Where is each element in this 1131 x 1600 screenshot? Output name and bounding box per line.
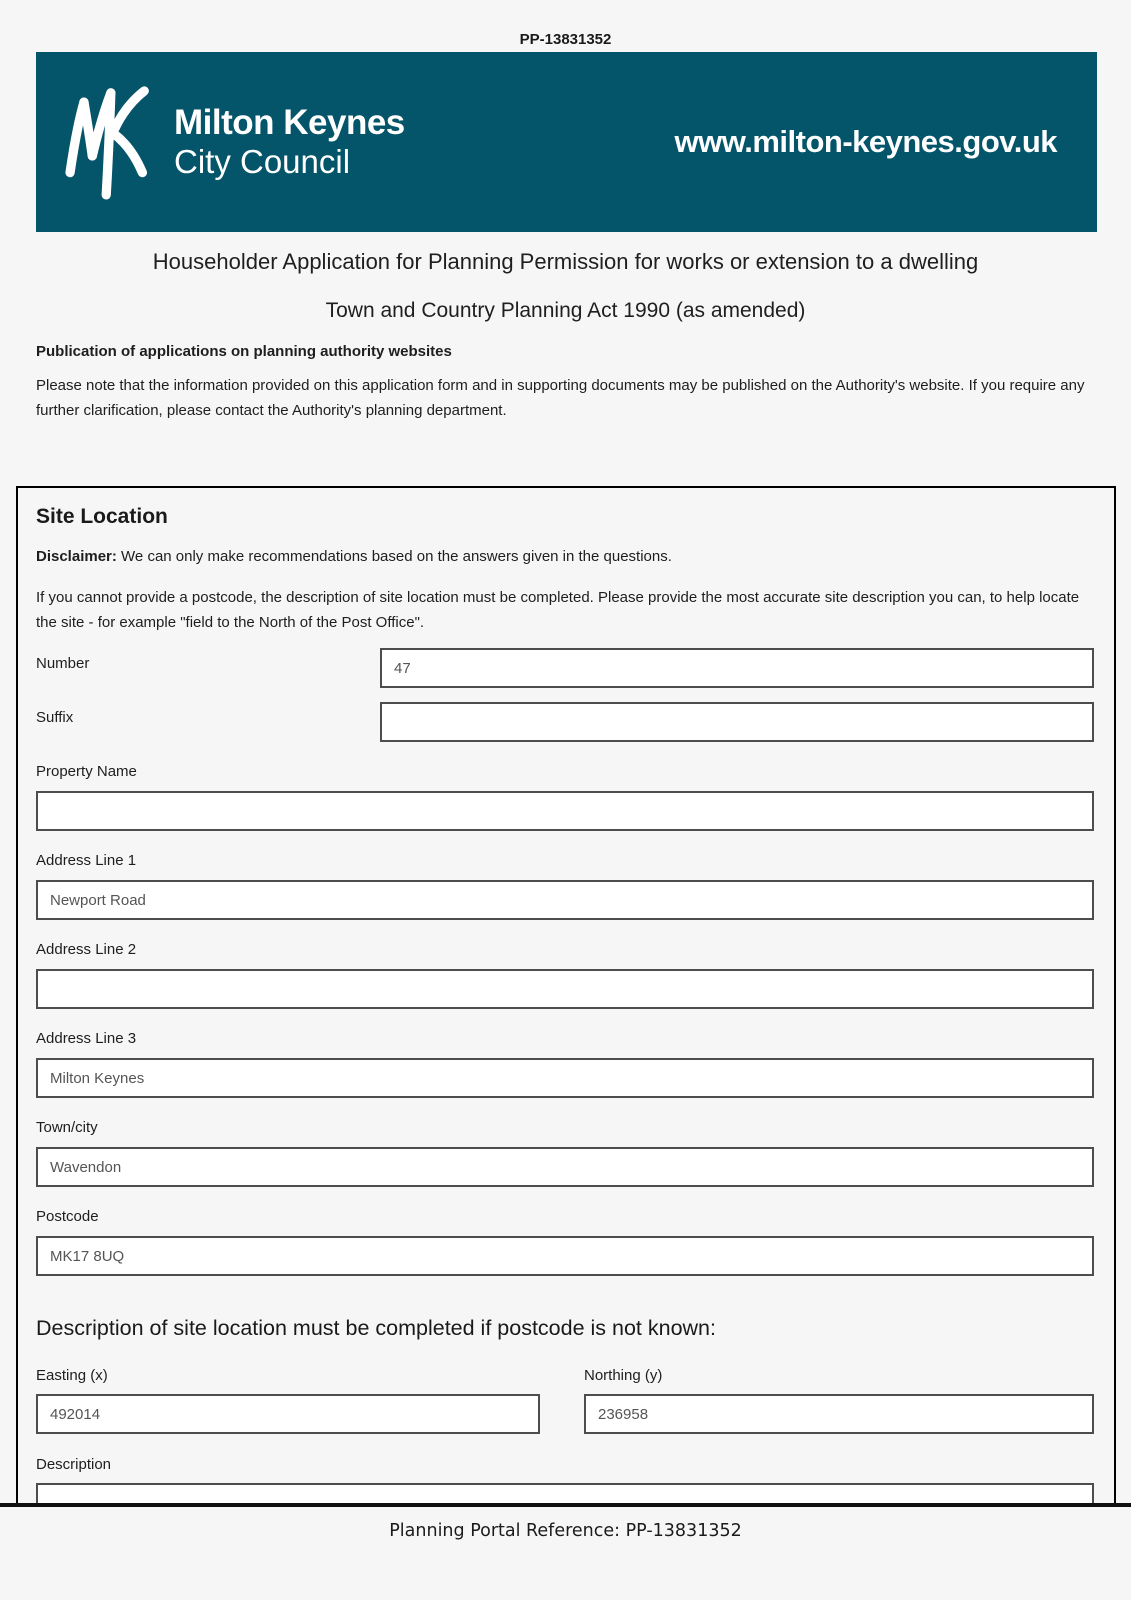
field-row-number xyxy=(36,648,1094,688)
number-input[interactable] xyxy=(380,648,1094,688)
postcode-label: Postcode xyxy=(36,1208,99,1225)
form-subtitle: Town and Country Planning Act 1990 (as amended) xyxy=(325,299,806,322)
publication-text: Please note that the information provided on this application form and in supporting documents may be published on the Authority's website. If you require any further clarification, please contact the Authority's planning department. xyxy=(36,377,1085,419)
application-reference: PP-13831352 xyxy=(519,31,612,48)
field-row-address-line-3 xyxy=(36,1030,1094,1098)
coordinates-row xyxy=(36,1367,1094,1434)
council-website-url: www.milton-keynes.gov.uk xyxy=(674,124,1057,159)
property-name-label: Property Name xyxy=(36,763,137,780)
easting-label: Easting (x) xyxy=(36,1367,108,1384)
address-line-2-label: Address Line 2 xyxy=(36,941,137,958)
northing-label: Northing (y) xyxy=(584,1367,663,1384)
suffix-label: Suffix xyxy=(36,709,74,726)
northing-input[interactable] xyxy=(584,1394,1094,1434)
field-row-description xyxy=(36,1456,1094,1503)
town-city-label: Town/city xyxy=(36,1119,98,1136)
address-line-1-input[interactable] xyxy=(36,880,1094,920)
property-name-input[interactable] xyxy=(36,791,1094,831)
council-name xyxy=(174,103,405,181)
field-row-property-name xyxy=(36,763,1094,831)
council-name-line1: Milton Keynes xyxy=(174,103,405,142)
disclaimer xyxy=(36,546,1094,568)
council-name-line2: City Council xyxy=(174,143,351,180)
description-textarea[interactable] xyxy=(36,1483,1094,1503)
field-row-address-line-2 xyxy=(36,941,1094,1009)
planning-portal-reference: Planning Portal Reference: PP-13831352 xyxy=(389,1521,742,1541)
field-row-northing xyxy=(584,1367,1094,1434)
description-label: Description xyxy=(36,1456,112,1473)
council-logo xyxy=(36,79,405,205)
field-row-town-city xyxy=(36,1119,1094,1187)
publication-heading: Publication of applications on planning authority websites xyxy=(36,343,452,360)
postcode-input[interactable] xyxy=(36,1236,1094,1276)
site-location-heading: Site Location xyxy=(36,505,168,528)
number-label: Number xyxy=(36,655,90,672)
site-instructions: If you cannot provide a postcode, the description of site location must be completed. Please provide the most accurate site description you can, to help locate the site - for example "field to the North of the Post Office". xyxy=(36,589,1080,631)
field-row-address-line-1 xyxy=(36,852,1094,920)
town-city-input[interactable] xyxy=(36,1147,1094,1187)
disclaimer-text: We can only make recommendations based on the answers given in the questions. xyxy=(116,548,672,565)
field-row-postcode xyxy=(36,1208,1094,1276)
address-line-3-label: Address Line 3 xyxy=(36,1030,137,1047)
council-header xyxy=(36,52,1097,232)
disclaimer-label: Disclaimer: xyxy=(36,548,117,565)
site-location-section xyxy=(16,486,1116,1503)
field-row-easting xyxy=(36,1367,540,1434)
mk-monogram-icon xyxy=(58,79,160,205)
address-line-2-input[interactable] xyxy=(36,969,1094,1009)
suffix-input[interactable] xyxy=(380,702,1094,742)
page-break-line xyxy=(0,1503,1131,1507)
field-row-suffix xyxy=(36,702,1094,742)
form-title: Householder Application for Planning Permission for works or extension to a dwelling xyxy=(152,249,979,274)
address-line-1-label: Address Line 1 xyxy=(36,852,137,869)
easting-input[interactable] xyxy=(36,1394,540,1434)
address-line-3-input[interactable] xyxy=(36,1058,1094,1098)
description-requirement-heading: Description of site location must be completed if postcode is not known: xyxy=(36,1316,716,1340)
